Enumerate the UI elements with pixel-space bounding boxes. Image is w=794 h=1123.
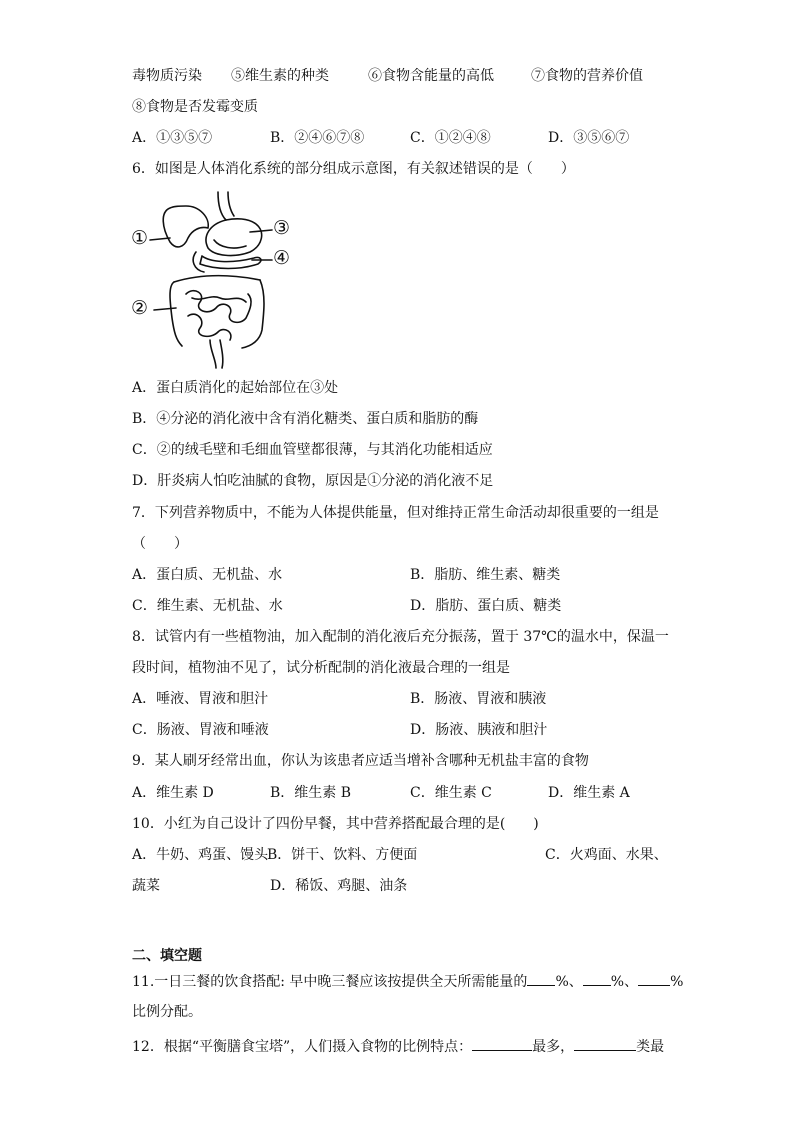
q8-option-b: B．肠液、胃液和胰液 — [410, 691, 547, 707]
q6-stem: 6．如图是人体消化系统的部分组成示意图，有关叙述错误的是（ ） — [132, 161, 575, 177]
q11-line-2: 比例分配。 — [132, 1004, 202, 1020]
q8-option-a: A．唾液、胃液和胆汁 — [132, 691, 269, 707]
q11-sep-2: 、 — [624, 974, 639, 990]
q10-option-c: C．火鸡面、水果、 — [545, 847, 668, 863]
q7-paren: （ ） — [132, 536, 188, 552]
q11-blank-3[interactable] — [638, 971, 670, 986]
q7-stem: 7．下列营养物质中，不能为人体提供能量，但对维持正常生命活动却很重要的一组是 — [132, 505, 659, 521]
q8-option-c: C．肠液、胃液和唾液 — [132, 722, 269, 738]
q10-option-d: D．稀饭、鸡腿、油条 — [270, 878, 408, 894]
q12-stem: 12．根据“平衡膳食宝塔”，人们摄入食物的比例特点： — [132, 1039, 473, 1055]
q11-line-1 — [132, 971, 683, 991]
q8-stem-2: 段时间，植物油不见了，试分析配制的消化液最合理的一组是 — [132, 660, 510, 676]
diagram-label-2: ② — [131, 297, 149, 319]
diagram-label-4: ④ — [273, 247, 291, 269]
q12-blank-2[interactable] — [574, 1036, 636, 1051]
q10-option-b: B．饼干、饮料、方便面 — [267, 847, 418, 863]
q11-blank-2[interactable] — [583, 971, 611, 986]
q9-option-d: D．维生素 A — [548, 785, 630, 801]
stomach-shape — [206, 219, 262, 256]
diagram-label-1: ① — [131, 227, 149, 249]
q5-option-d: D．③⑤⑥⑦ — [548, 130, 630, 146]
q7-option-d: D．脂肪、蛋白质、糖类 — [410, 598, 562, 614]
q5-item-4: 毒物质污染 — [132, 68, 202, 84]
q11-sep-1: 、 — [568, 974, 583, 990]
q5-option-a: A．①③⑤⑦ — [132, 130, 213, 146]
q7-option-b: B．脂肪、维生素、糖类 — [410, 567, 561, 583]
q5-item-8: ⑧食物是否发霉变质 — [132, 99, 258, 115]
q7-option-a: A．蛋白质、无机盐、水 — [132, 567, 283, 583]
q5-item-5: ⑤维生素的种类 — [231, 68, 329, 84]
q10-option-a: A．牛奶、鸡蛋、馒头 — [132, 847, 269, 863]
small-intestine-loop-1 — [186, 291, 251, 323]
label-2-leader — [154, 308, 176, 310]
q5-items-line — [132, 67, 202, 85]
duodenum-shape — [193, 252, 204, 272]
q12-line — [132, 1036, 664, 1056]
pancreas-shape — [200, 256, 261, 269]
q5-option-c: C．①②④⑧ — [410, 130, 491, 146]
label-3-leader — [250, 230, 272, 232]
q12-blank-1[interactable] — [472, 1036, 532, 1051]
q9-option-a: A．维生素 D — [132, 785, 214, 801]
q10-stem: 10．小红为自己设计了四份早餐，其中营养搭配最合理的是( ) — [132, 816, 539, 832]
q8-option-d: D．肠液、胰液和胆汁 — [410, 722, 548, 738]
q5-option-b: B．②④⑥⑦⑧ — [270, 130, 365, 146]
q9-stem: 9．某人刷牙经常出血，你认为该患者应适当增补含哪种无机盐丰富的食物 — [132, 753, 589, 769]
section-fill-in-heading: 二、填空题 — [132, 948, 202, 964]
q6-option-a: A．蛋白质消化的起始部位在③处 — [132, 380, 339, 396]
q8-stem-1: 8．试管内有一些植物油，加入配制的消化液后充分振荡，置于 37℃的温水中，保温一 — [132, 629, 669, 645]
q5-item-6: ⑥食物含能量的高低 — [368, 68, 494, 84]
q6-option-d: D．肝炎病人怕吃油腻的食物，原因是①分泌的消化液不足 — [132, 473, 494, 489]
label-1-leader — [150, 238, 170, 240]
q11-blank-1[interactable] — [527, 971, 555, 986]
stomach-fold — [214, 240, 246, 248]
q5-item-7: ⑦食物的营养价值 — [531, 68, 643, 84]
q11-pct-1: % — [555, 974, 569, 990]
q7-option-c: C．维生素、无机盐、水 — [132, 598, 283, 614]
ascending-colon — [170, 282, 182, 346]
q6-option-b: B．④分泌的消化液中含有消化糖类、蛋白质和脂肪的酶 — [132, 411, 479, 427]
q9-option-c: C．维生素 C — [410, 785, 492, 801]
q12-end: 类最 — [636, 1039, 665, 1055]
rectum-shape-2 — [220, 340, 223, 368]
q12-mid: 最多， — [532, 1039, 575, 1055]
q11-stem: 11.一日三餐的饮食搭配: 早中晚三餐应该按提供全天所需能量的 — [132, 974, 528, 990]
q9-option-b: B．维生素 B — [270, 785, 352, 801]
q6-option-c: C．②的绒毛壁和毛细血管壁都很薄，与其消化功能相适应 — [132, 442, 493, 458]
q11-pct-2: % — [610, 974, 625, 990]
liver-shape — [163, 206, 208, 247]
rectum-shape — [210, 340, 216, 368]
transverse-colon — [174, 276, 260, 282]
q10-option-c-cont: 蔬菜 — [132, 878, 160, 894]
esophagus-shape — [218, 192, 226, 220]
q11-pct-3: % — [670, 974, 684, 990]
esophagus-shape-2 — [228, 192, 234, 216]
descending-colon — [242, 280, 264, 348]
diagram-label-3: ③ — [273, 217, 291, 239]
small-intestine-loop-2 — [188, 314, 231, 340]
